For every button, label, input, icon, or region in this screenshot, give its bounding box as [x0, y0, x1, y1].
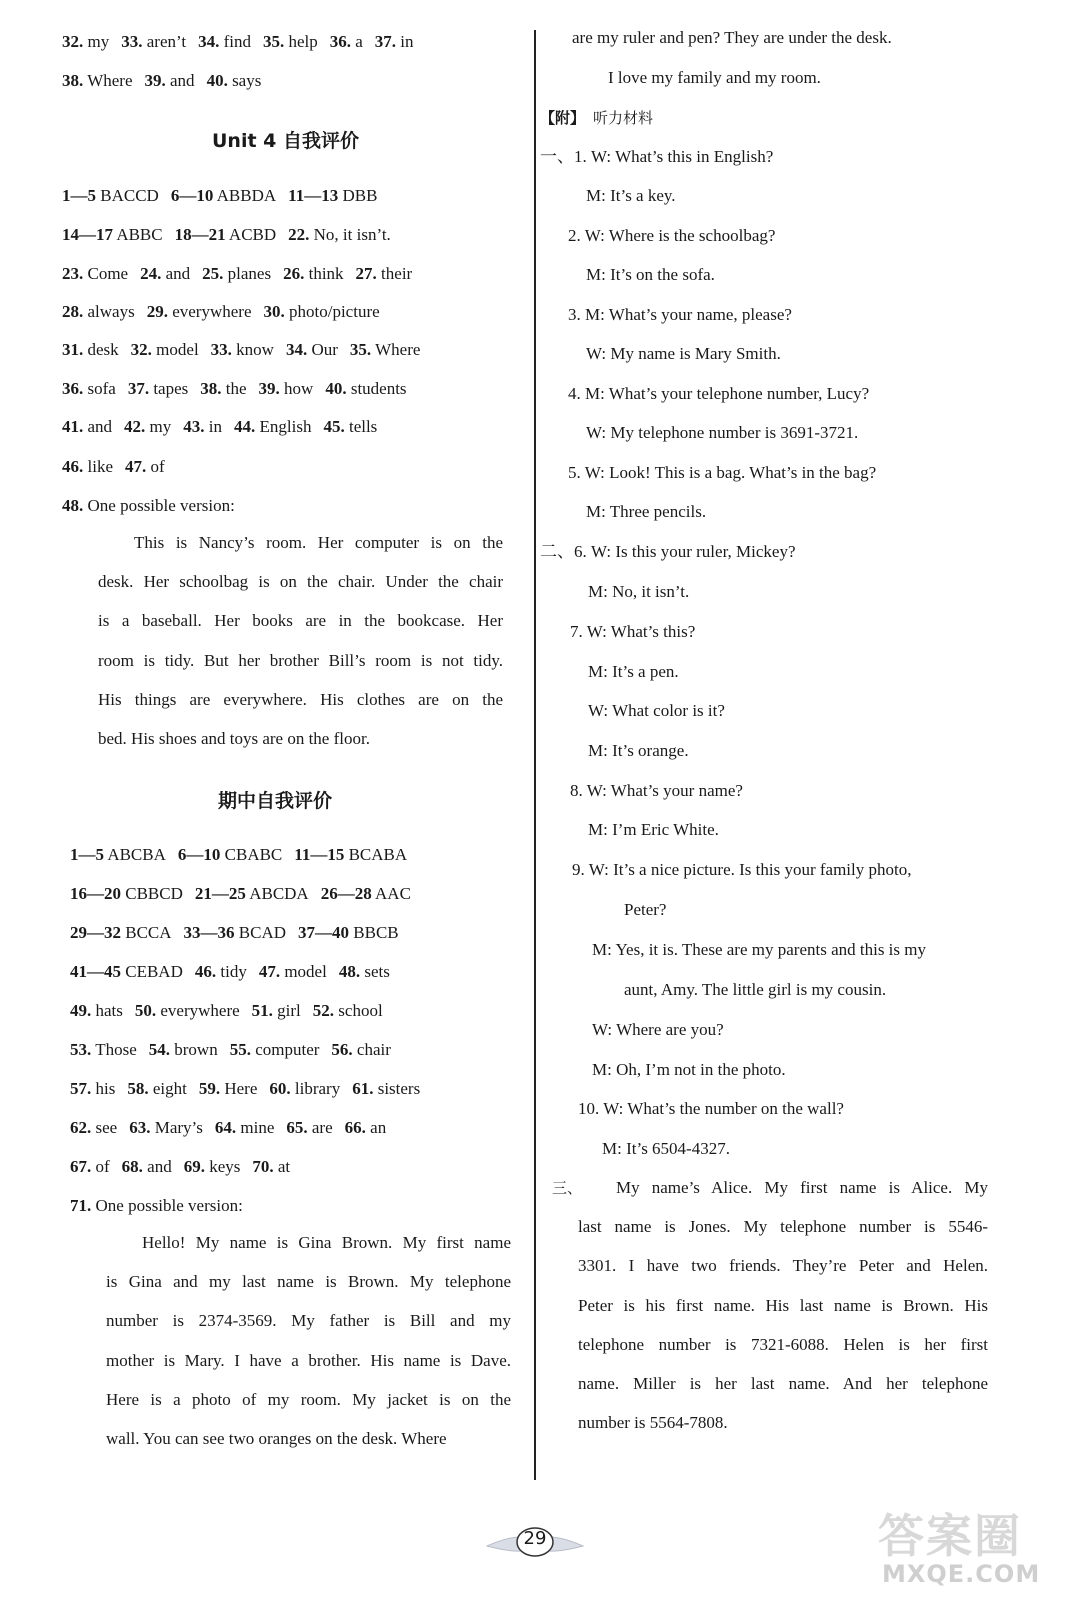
dialogue-line: 7. W: What’s this?: [570, 622, 696, 641]
item-number: 53.: [70, 1040, 92, 1059]
paragraph-line: 3301. I have two friends. They’re Peter and Helen.: [578, 1256, 988, 1276]
item-answer: photo/picture: [289, 302, 380, 321]
page-number: 29: [523, 1528, 547, 1549]
item-number: 55.: [229, 1040, 251, 1059]
dialogue-line: W: My name is Mary Smith.: [586, 344, 781, 363]
item-answer: are: [311, 1118, 333, 1137]
answer-row: [62, 184, 377, 208]
item-answer: BCABA: [348, 845, 408, 864]
item-answer: his: [95, 1079, 116, 1098]
item-number: 56.: [331, 1040, 353, 1059]
item-number: 26—28: [320, 884, 372, 903]
answer-row: [62, 223, 391, 247]
item-number: 40.: [206, 71, 228, 90]
answer-row: [62, 30, 414, 54]
item-answer: computer: [255, 1040, 320, 1059]
answer-row: [62, 338, 420, 362]
appendix-header: [540, 106, 653, 130]
dialogue-line: W: My telephone number is 3691-3721.: [586, 423, 859, 442]
item-number: 62.: [70, 1118, 92, 1137]
dialogue-line: M: Three pencils.: [586, 502, 707, 521]
item-answer: BACCD: [100, 186, 159, 205]
item-answer: ABCBA: [107, 845, 166, 864]
paragraph-line: Here is a photo of my room. My jacket is on the: [106, 1389, 511, 1409]
answer-row: [62, 262, 412, 286]
item-number: 34.: [198, 32, 220, 51]
item-number: 33.: [210, 340, 232, 359]
item-answer: see: [95, 1118, 118, 1137]
answer-row: [62, 69, 261, 93]
paragraph-line: last name is Jones. My telephone number is 5546-: [578, 1217, 988, 1237]
answer-row: [70, 921, 399, 945]
item-number: 71.: [70, 1196, 92, 1215]
item-number: 39.: [258, 379, 280, 398]
item-number: 30.: [263, 302, 285, 321]
answer-row: [70, 843, 407, 867]
item-answer: everywhere: [160, 1001, 240, 1020]
item-number: 45.: [323, 417, 345, 436]
item-number: 64.: [214, 1118, 237, 1137]
item-number: 65.: [286, 1118, 308, 1137]
watermark-url: MXQE.COM: [882, 1560, 1041, 1588]
item-number: 26.: [283, 264, 305, 283]
item-number: 46.: [62, 457, 84, 476]
item-number: 39.: [144, 71, 166, 90]
item-number: 28.: [62, 302, 84, 321]
section-heading-midterm: 期中自我评价: [218, 790, 333, 812]
paragraph-line: name. Miller is her last name. And her telephone: [578, 1374, 988, 1394]
item-number: 32.: [62, 32, 84, 51]
item-answer: in: [208, 417, 223, 436]
item-number: 49.: [70, 1001, 92, 1020]
listening-passage: [578, 1168, 988, 1442]
item-answer: tapes: [153, 379, 189, 398]
answer-row: [62, 300, 380, 324]
item-answer: eight: [152, 1079, 187, 1098]
item-number: 33—36: [183, 923, 235, 942]
item-number: 59.: [198, 1079, 221, 1098]
item-answer: library: [294, 1079, 341, 1098]
paragraph-line: is Gina and my last name is Brown. My telephone: [106, 1272, 511, 1292]
item-answer: Here: [224, 1079, 258, 1098]
item-answer: aren’t: [146, 32, 187, 51]
item-number: 18—21: [174, 225, 226, 244]
item-number: 16—20: [70, 884, 121, 903]
column-divider: [534, 30, 536, 1480]
item-number: 6—10: [170, 186, 214, 205]
item-answer: and: [165, 264, 191, 283]
answer-row: [70, 882, 411, 906]
item-number: 51.: [251, 1001, 273, 1020]
item-number: 42.: [124, 417, 146, 436]
item-number: 48.: [62, 496, 84, 515]
item-answer: sofa: [87, 379, 116, 398]
item-answer: says: [232, 71, 262, 90]
dialogue-line: M: Oh, I’m not in the photo.: [592, 1060, 786, 1079]
item-number: 35.: [349, 340, 372, 359]
dialogue-line: 8. W: What’s your name?: [570, 781, 743, 800]
item-answer: model: [156, 340, 199, 359]
paragraph-line: number is 5564-7808.: [578, 1413, 728, 1433]
item-answer: school: [338, 1001, 383, 1020]
dialogue-line: W: What color is it?: [588, 701, 725, 720]
item-number: 23.: [62, 264, 84, 283]
item-number: 1—5: [62, 186, 96, 205]
appendix-title: 听力材料: [593, 109, 654, 127]
dialogue-line: Peter?: [624, 900, 667, 919]
item-number: 29.: [146, 302, 168, 321]
item-answer: sisters: [377, 1079, 421, 1098]
item-answer: and: [87, 417, 113, 436]
item-answer: desk: [87, 340, 119, 359]
item-answer: No, it isn’t.: [313, 225, 391, 244]
answer-row: [62, 494, 235, 518]
paragraph-line: is a baseball. Her books are in the bookcase. Her: [98, 611, 503, 631]
item-answer: how: [284, 379, 314, 398]
item-answer: hats: [95, 1001, 123, 1020]
sample-essay-unit4: [98, 523, 503, 758]
item-answer: keys: [209, 1157, 241, 1176]
item-answer: an: [370, 1118, 387, 1137]
paragraph-line: desk. Her schoolbag is on the chair. Under the chair: [98, 572, 503, 592]
item-answer: BCAD: [238, 923, 287, 942]
item-number: 70.: [252, 1157, 274, 1176]
dialogue-line: W: Where are you?: [592, 1020, 724, 1039]
item-number: 21—25: [194, 884, 246, 903]
item-number: 37—40: [298, 923, 350, 942]
paragraph-line: Hello! My name is Gina Brown. My first name: [142, 1233, 511, 1252]
page-number-badge: [485, 1522, 585, 1562]
section-label: 三、: [552, 1179, 583, 1197]
item-number: 25.: [202, 264, 224, 283]
item-number: 37.: [374, 32, 397, 51]
dialogue-line: M: It’s a pen.: [588, 662, 679, 681]
item-number: 46.: [194, 962, 217, 981]
item-answer: Those: [95, 1040, 137, 1059]
dialogue-line: M: It’s 6504-4327.: [602, 1139, 730, 1158]
item-number: 40.: [325, 379, 347, 398]
item-answer: CBBCD: [125, 884, 183, 903]
answer-row: [70, 1116, 386, 1140]
item-answer: in: [400, 32, 414, 51]
item-number: 69.: [183, 1157, 205, 1176]
item-number: 44.: [234, 417, 256, 436]
dialogue-line: 3. M: What’s your name, please?: [568, 305, 792, 324]
item-answer: think: [308, 264, 344, 283]
dialogue-line: 2. W: Where is the schoolbag?: [568, 226, 776, 245]
item-number: 35.: [262, 32, 285, 51]
dialogue-line: 一、1. W: What’s this in English?: [540, 147, 774, 166]
item-number: 6—10: [177, 845, 221, 864]
item-answer: BBCB: [353, 923, 399, 942]
item-number: 36.: [62, 379, 84, 398]
watermark-logo: [870, 1500, 1060, 1595]
dialogue-line: aunt, Amy. The little girl is my cousin.: [624, 980, 887, 999]
item-number: 52.: [312, 1001, 335, 1020]
item-answer: English: [259, 417, 312, 436]
section-heading-unit4: Unit 4 自我评价: [212, 130, 359, 152]
answer-row: [62, 415, 377, 439]
paragraph-line: number is 2374-3569. My father is Bill and my: [106, 1311, 511, 1331]
essay-continuation-line: I love my family and my room.: [608, 68, 821, 87]
item-answer: Where: [87, 71, 133, 90]
item-number: 11—13: [288, 186, 339, 205]
item-answer: BCCA: [125, 923, 172, 942]
item-number: 36.: [329, 32, 351, 51]
watermark-text: 答案圈: [878, 1509, 1022, 1563]
answer-row: [70, 1194, 243, 1218]
paragraph-line: My name’s Alice. My first name is Alice. My: [616, 1178, 988, 1197]
dialogue-line: 10. W: What’s the number on the wall?: [578, 1099, 844, 1118]
item-number: 34.: [285, 340, 308, 359]
item-number: 38.: [62, 71, 84, 90]
item-answer: model: [284, 962, 327, 981]
item-answer: CBABC: [224, 845, 283, 864]
item-number: 48.: [338, 962, 361, 981]
item-number: 43.: [183, 417, 205, 436]
item-number: 57.: [70, 1079, 92, 1098]
item-answer: DBB: [342, 186, 378, 205]
answer-row: [70, 999, 383, 1023]
item-number: 63.: [129, 1118, 151, 1137]
item-number: 37.: [127, 379, 150, 398]
item-number: 58.: [127, 1079, 149, 1098]
item-answer: of: [150, 457, 165, 476]
item-number: 54.: [148, 1040, 170, 1059]
answer-row: [70, 960, 390, 984]
item-answer: the: [225, 379, 247, 398]
item-number: 47.: [125, 457, 147, 476]
item-number: 14—17: [62, 225, 113, 244]
item-number: 32.: [130, 340, 152, 359]
paragraph-line: Peter is his first name. His last name is Brown. His: [578, 1295, 988, 1315]
item-answer: sets: [364, 962, 390, 981]
dialogue-line: M: It’s on the sofa.: [586, 265, 715, 284]
answer-row: [62, 455, 165, 479]
paragraph-line: wall. You can see two oranges on the desk. Where: [106, 1429, 447, 1449]
item-answer: ABCDA: [249, 884, 309, 903]
item-answer: Where: [375, 340, 421, 359]
item-answer: of: [95, 1157, 110, 1176]
item-number: 24.: [140, 264, 162, 283]
item-answer: help: [288, 32, 318, 51]
item-answer: AAC: [375, 884, 411, 903]
item-number: 60.: [269, 1079, 291, 1098]
sample-essay-midterm: [106, 1223, 511, 1458]
answer-row: [70, 1155, 290, 1179]
item-number: 1—5: [70, 845, 104, 864]
dialogue-line: 二、6. W: Is this your ruler, Mickey?: [540, 542, 796, 561]
item-answer: One possible version:: [87, 496, 235, 515]
paragraph-line: telephone number is 7321-6088. Helen is her first: [578, 1334, 988, 1354]
item-answer: chair: [356, 1040, 391, 1059]
item-answer: Mary’s: [154, 1118, 203, 1137]
item-number: 61.: [352, 1079, 374, 1098]
essay-continuation-line: are my ruler and pen? They are under the desk.: [572, 28, 892, 47]
dialogue-line: 4. M: What’s your telephone number, Lucy?: [568, 384, 870, 403]
item-number: 41.: [62, 417, 84, 436]
dialogue-line: M: Yes, it is. These are my parents and this is my: [592, 940, 926, 959]
dialogue-line: M: It’s a key.: [586, 186, 676, 205]
item-answer: a: [355, 32, 363, 51]
item-answer: Come: [87, 264, 129, 283]
item-number: 41—45: [70, 962, 121, 981]
item-answer: ABBDA: [216, 186, 277, 205]
item-answer: girl: [277, 1001, 301, 1020]
dialogue-line: M: I’m Eric White.: [588, 820, 719, 839]
item-answer: know: [236, 340, 274, 359]
item-number: 31.: [62, 340, 84, 359]
item-number: 29—32: [70, 923, 121, 942]
answer-row: [62, 377, 407, 401]
item-answer: tidy: [220, 962, 247, 981]
item-answer: everywhere: [172, 302, 252, 321]
item-answer: at: [277, 1157, 291, 1176]
item-answer: find: [223, 32, 251, 51]
item-number: 66.: [344, 1118, 366, 1137]
item-answer: always: [87, 302, 135, 321]
item-number: 38.: [200, 379, 222, 398]
answer-row: [70, 1077, 420, 1101]
paragraph-line: His things are everywhere. His clothes are on the: [98, 689, 503, 709]
item-answer: like: [87, 457, 113, 476]
dialogue-line: 9. W: It’s a nice picture. Is this your family photo,: [572, 860, 912, 879]
item-number: 68.: [121, 1157, 143, 1176]
item-number: 22.: [288, 225, 310, 244]
paragraph-line: This is Nancy’s room. Her computer is on the: [134, 533, 503, 552]
dialogue-line: M: It’s orange.: [588, 741, 689, 760]
item-answer: ABBC: [116, 225, 163, 244]
item-answer: my: [149, 417, 172, 436]
item-number: 11—15: [294, 845, 345, 864]
item-answer: planes: [227, 264, 272, 283]
item-answer: tells: [348, 417, 378, 436]
paragraph-line: bed. His shoes and toys are on the floor.: [98, 729, 370, 749]
dialogue-line: 5. W: Look! This is a bag. What’s in the bag?: [568, 463, 877, 482]
answer-row: [70, 1038, 391, 1062]
paragraph-line: mother is Mary. I have a brother. His name is Dave.: [106, 1350, 511, 1370]
dialogue-line: M: No, it isn’t.: [588, 582, 690, 601]
item-answer: and: [147, 1157, 172, 1176]
paragraph-line: room is tidy. But her brother Bill’s room is not tidy.: [98, 650, 503, 670]
item-answer: Our: [311, 340, 338, 359]
item-number: 47.: [258, 962, 281, 981]
item-number: 27.: [355, 264, 377, 283]
item-answer: mine: [240, 1118, 275, 1137]
item-answer: ACBD: [228, 225, 277, 244]
item-answer: and: [170, 71, 195, 90]
item-number: 33.: [121, 32, 143, 51]
item-answer: students: [350, 379, 407, 398]
item-answer: One possible version:: [95, 1196, 243, 1215]
item-number: 67.: [70, 1157, 92, 1176]
item-answer: brown: [174, 1040, 218, 1059]
item-answer: CEBAD: [125, 962, 183, 981]
appendix-bracket: 【附】: [540, 109, 586, 127]
item-answer: my: [87, 32, 110, 51]
item-answer: their: [381, 264, 413, 283]
item-number: 50.: [134, 1001, 157, 1020]
